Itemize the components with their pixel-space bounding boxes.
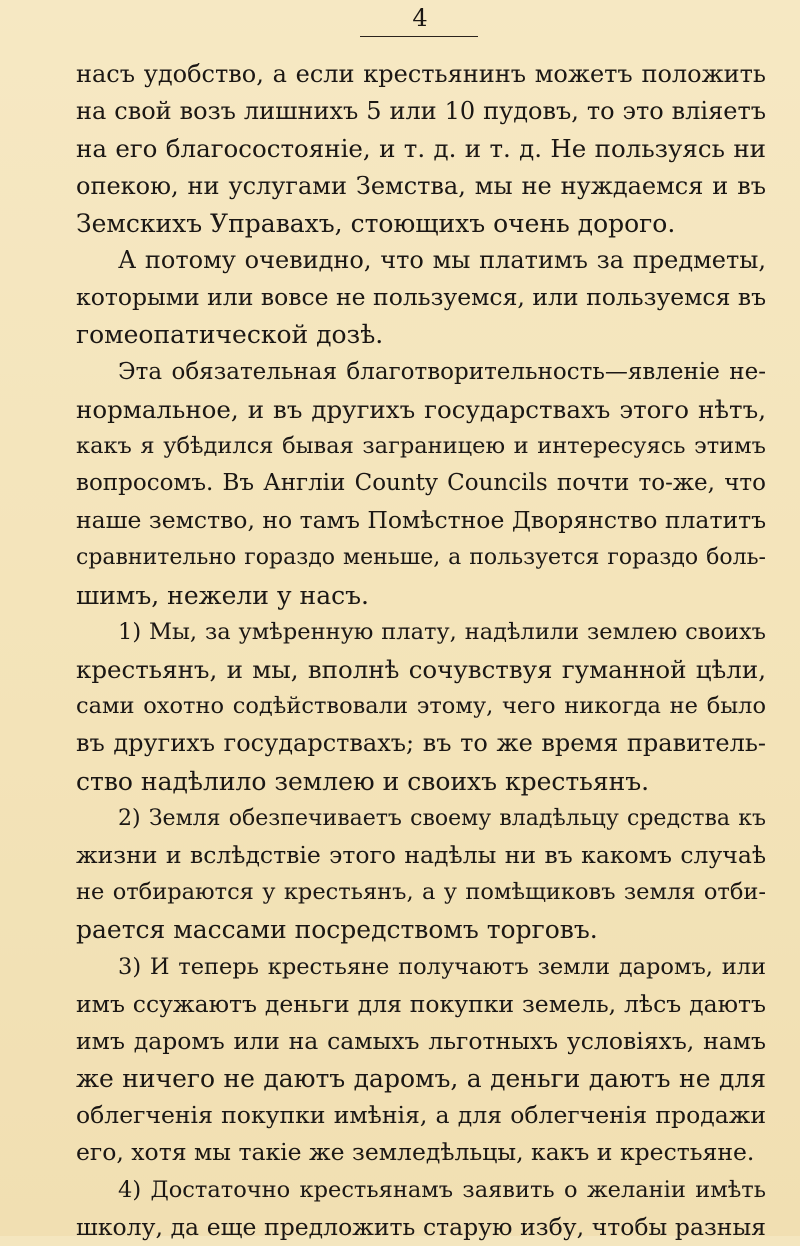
text-line: 4) Достаточно крестьянамъ заявить о желаніи имѣть	[118, 1176, 766, 1203]
text-line: школу, да еще предложить старую избу, чтобы разныя	[76, 1212, 766, 1241]
text-line: имъ даромъ или на самыхъ льготныхъ условіяхъ, намъ	[76, 1026, 766, 1055]
header-rule	[360, 36, 478, 37]
text-line: на свой возъ лишнихъ 5 или 10 пудовъ, то это вліяетъ	[76, 97, 766, 126]
paragraph	[76, 1172, 766, 1246]
text-line: рается массами посредствомъ торговъ.	[76, 915, 598, 945]
text-line: имъ ссужаютъ деньги для покупки земель, лѣсъ даютъ	[76, 989, 766, 1018]
paragraph	[76, 242, 766, 354]
text-line: гомеопатической дозѣ.	[76, 320, 384, 350]
text-line: въ другихъ государствахъ; въ то же время правитель-	[76, 729, 766, 758]
text-line: А потому очевидно, что мы платимъ за предметы,	[118, 245, 766, 274]
text-line: Эта обязательная благотворительность—явленіе не-	[118, 358, 766, 385]
text-line: крестьянъ, и мы, вполнѣ сочувствуя гуманной цѣли,	[76, 655, 766, 684]
text-line: Земскихъ Управахъ, стоющихъ очень дорого.	[76, 208, 676, 238]
text-line: на его благосостояніе, и т. д. и т. д. Не пользуясь ни	[76, 134, 766, 164]
text-line: 3) И теперь крестьяне получаютъ земли даромъ, или	[118, 953, 766, 980]
paragraph	[76, 614, 766, 800]
text-line: нормальное, и въ другихъ государствахъ этого нѣтъ,	[76, 394, 766, 424]
text-line: сравнительно гораздо меньше, а пользуется гораздо боль-	[76, 545, 766, 571]
paragraph	[76, 354, 766, 614]
text-line: какъ я убѣдился бывая заграницею и интересуясь этимъ	[76, 432, 766, 459]
text-line: которыми или вовсе не пользуемся, или пользуемся въ	[76, 283, 766, 312]
body-text	[76, 56, 766, 1246]
text-line: вопросомъ. Въ Англіи County Councils почти то-же, что	[76, 470, 766, 497]
text-line: сами охотно содѣйствовали этому, чего никогда не было	[76, 693, 766, 720]
text-line: не отбираются у крестьянъ, а у помѣщиковъ земля отби-	[76, 879, 766, 906]
paragraph	[76, 949, 766, 1172]
text-line: жизни и вслѣдствіе этого надѣлы ни въ какомъ случаѣ	[76, 840, 766, 869]
text-line: 1) Мы, за умѣренную плату, надѣлили землею своихъ	[118, 618, 766, 645]
text-line: облегченія покупки имѣнія, а для облегченія продажи	[76, 1101, 766, 1130]
text-line: насъ удобство, а если крестьянинъ можетъ положить	[76, 60, 766, 88]
text-line: же ничего не даютъ даромъ, а деньги даютъ не для	[76, 1064, 766, 1094]
text-line: его, хотя мы такіе же земледѣльцы, какъ и крестьяне.	[76, 1138, 755, 1167]
page-number: 4	[412, 4, 428, 32]
text-line: ство надѣлило землею и своихъ крестьянъ.	[76, 766, 650, 796]
paragraph	[76, 56, 766, 242]
text-line: опекою, ни услугами Земства, мы не нуждаемся и въ	[76, 171, 766, 200]
text-line: шимъ, нежели у насъ.	[76, 580, 369, 610]
paragraph	[76, 800, 766, 949]
text-line: 2) Земля обезпечиваетъ своему владѣльцу средства къ	[118, 805, 766, 831]
text-line: наше земство, но тамъ Помѣстное Дворянство платитъ	[76, 506, 766, 535]
